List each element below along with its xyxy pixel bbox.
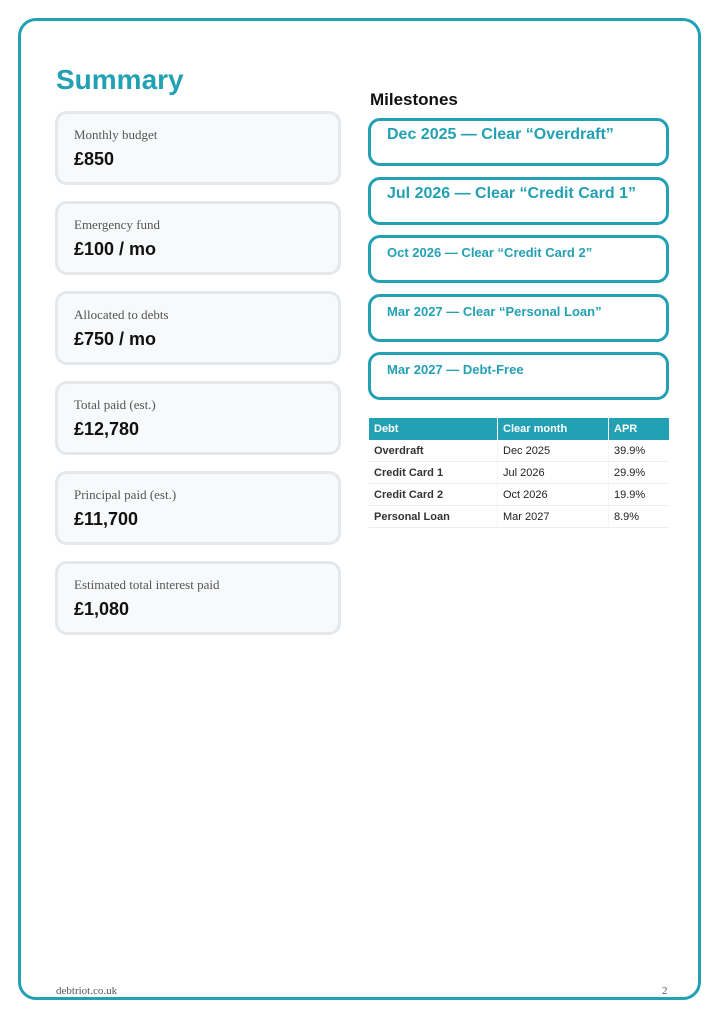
clear-month-cell: Mar 2027 bbox=[498, 506, 609, 528]
page-title: Summary bbox=[56, 64, 184, 95]
clear-month-cell: Dec 2025 bbox=[498, 440, 609, 462]
debt-table bbox=[369, 418, 669, 528]
summary-card-total-paid bbox=[55, 381, 341, 455]
card-label: Monthly budget bbox=[74, 127, 158, 142]
apr-cell: 8.9% bbox=[609, 506, 670, 528]
card-value: £12,780 bbox=[74, 419, 140, 439]
column-header-apr: APR bbox=[609, 418, 670, 440]
column-header-clear-month: Clear month bbox=[498, 418, 609, 440]
milestone-text: Dec 2025 — Clear “Overdraft” bbox=[387, 126, 614, 143]
milestone-text: Mar 2027 — Debt-Free bbox=[387, 362, 524, 377]
summary-card-monthly-budget bbox=[55, 111, 341, 185]
card-label: Emergency fund bbox=[74, 217, 161, 232]
debt-name-cell: Overdraft bbox=[369, 440, 498, 462]
table-header-row bbox=[369, 418, 669, 440]
debt-name-cell: Personal Loan bbox=[369, 506, 498, 528]
card-value: £100 / mo bbox=[74, 239, 157, 259]
summary-card-allocated-to-debts bbox=[55, 291, 341, 365]
milestone-text: Jul 2026 — Clear “Credit Card 1” bbox=[387, 185, 636, 202]
card-value: £850 bbox=[74, 149, 115, 169]
clear-month-cell: Jul 2026 bbox=[498, 462, 609, 484]
summary-card-emergency-fund bbox=[55, 201, 341, 275]
milestone-item bbox=[368, 352, 669, 400]
column-header-debt: Debt bbox=[369, 418, 498, 440]
apr-cell: 29.9% bbox=[609, 462, 670, 484]
milestone-item bbox=[368, 235, 669, 283]
table-row bbox=[369, 484, 669, 506]
debt-name-cell: Credit Card 1 bbox=[369, 462, 498, 484]
card-label: Allocated to debts bbox=[74, 307, 169, 322]
card-label: Principal paid (est.) bbox=[74, 487, 177, 502]
apr-cell: 39.9% bbox=[609, 440, 670, 462]
milestone-item bbox=[368, 177, 669, 225]
footer-site: debtriot.co.uk bbox=[56, 985, 118, 997]
clear-month-cell: Oct 2026 bbox=[498, 484, 609, 506]
milestones-heading: Milestones bbox=[370, 90, 458, 109]
card-value: £750 / mo bbox=[74, 329, 157, 349]
table-row bbox=[369, 506, 669, 528]
card-value: £1,080 bbox=[74, 599, 130, 619]
card-label: Total paid (est.) bbox=[74, 397, 156, 412]
summary-card-interest-paid bbox=[55, 561, 341, 635]
debt-name-cell: Credit Card 2 bbox=[369, 484, 498, 506]
footer-page-number: 2 bbox=[662, 985, 668, 997]
table-row bbox=[369, 462, 669, 484]
milestone-text: Mar 2027 — Clear “Personal Loan” bbox=[387, 304, 602, 319]
milestone-item bbox=[368, 118, 669, 166]
table-row bbox=[369, 440, 669, 462]
apr-cell: 19.9% bbox=[609, 484, 670, 506]
milestone-text: Oct 2026 — Clear “Credit Card 2” bbox=[387, 245, 593, 260]
card-value: £11,700 bbox=[74, 509, 139, 529]
card-label: Estimated total interest paid bbox=[74, 577, 220, 592]
milestone-item bbox=[368, 294, 669, 342]
summary-card-principal-paid bbox=[55, 471, 341, 545]
